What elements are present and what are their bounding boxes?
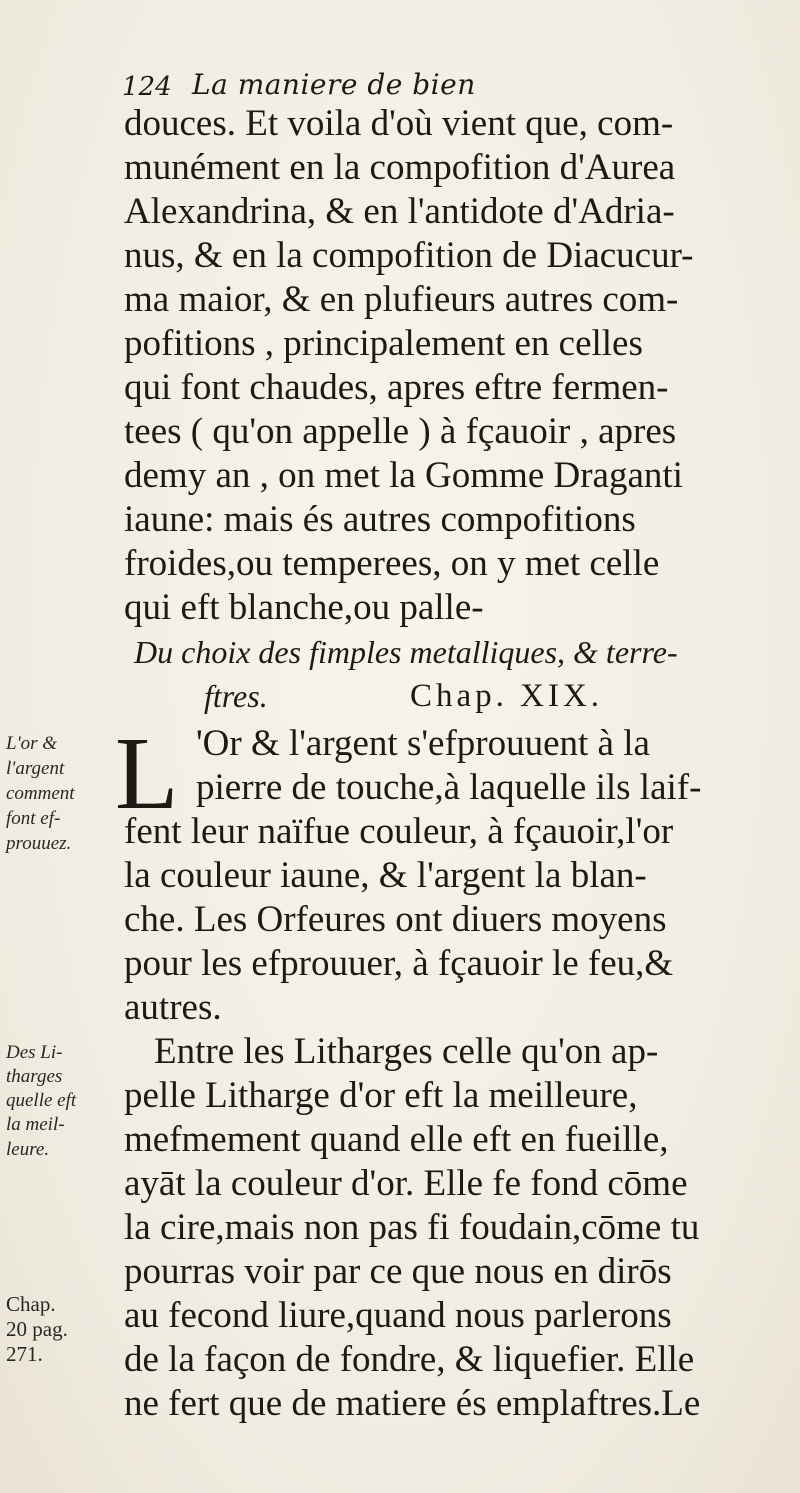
body-line: de la façon de fondre, & liquefier. Elle [124, 1339, 695, 1380]
body-line: iaune: mais és autres compofitions [124, 499, 636, 540]
body-line: pierre de touche,à laquelle ils laif- [196, 767, 702, 808]
body-line: la couleur iaune, & l'argent la blan- [124, 855, 647, 896]
body-line: pelle Litharge d'or eft la meilleure, [124, 1075, 638, 1116]
body-line: ne fert que de matiere és emplaftres.Le [124, 1383, 701, 1424]
body-line: qui font chaudes, apres eftre fermen- [124, 367, 669, 408]
running-title: La maniere de bien [192, 68, 476, 101]
margin-note-line: comment [6, 783, 75, 804]
margin-note-line: font ef- [6, 808, 61, 829]
margin-note-line: prouuez. [6, 833, 72, 854]
body-line: ma maior, & en plufieurs autres com- [124, 279, 679, 320]
section-heading-line-1: Du choix des fimples metalliques, & terre- [134, 634, 678, 670]
chapter-heading: Chap. XIX. [410, 678, 604, 714]
page-number: 124 [122, 72, 172, 102]
body-line: che. Les Orfeures ont diuers moyens [124, 899, 667, 940]
body-line: fent leur naïfue couleur, à fçauoir,l'or [124, 811, 674, 852]
body-line: froides,ou temperees, on y met celle [124, 543, 660, 584]
body-line: pourras voir par ce que nous en dirōs [124, 1251, 672, 1292]
margin-note-line: Chap. [6, 1292, 56, 1316]
body-line: au fecond liure,quand nous parlerons [124, 1295, 672, 1336]
margin-note-line: 271. [6, 1342, 43, 1366]
body-line: pofitions , principalement en celles [124, 323, 643, 364]
margin-note-line: Des Li- [6, 1042, 63, 1063]
body-line: ayāt la couleur d'or. Elle fe fond cōme [124, 1163, 688, 1204]
body-line: demy an , on met la Gomme Draganti [124, 455, 683, 496]
body-line: nus, & en la compofition de Diacucur- [124, 235, 694, 276]
body-line: qui eft blanche,ou palle- [124, 587, 484, 628]
body-line: munément en la compofition d'Aurea [124, 147, 676, 188]
body-line: 'Or & l'argent s'efprouuent à la [196, 723, 650, 764]
body-line: tees ( qu'on appelle ) à fçauoir , apres [124, 411, 677, 452]
margin-note-line: 20 pag. [6, 1317, 68, 1341]
body-line: pour les efprouuer, à fçauoir le feu,& [124, 943, 674, 984]
body-line: mefmement quand elle eft en fueille, [124, 1119, 669, 1160]
section-heading-line-2: ftres. [204, 678, 268, 714]
body-line: la cire,mais non pas fi foudain,cōme tu [124, 1207, 700, 1248]
body-line: douces. Et voila d'où vient que, com- [124, 103, 674, 144]
margin-note-line: leure. [6, 1139, 50, 1160]
body-line: autres. [124, 987, 222, 1028]
margin-note-line: la meil- [6, 1114, 65, 1135]
margin-note-line: l'argent [6, 758, 65, 779]
body-line: Entre les Litharges celle qu'on ap- [154, 1031, 659, 1072]
margin-note-line: quelle eft [6, 1090, 77, 1111]
margin-note-line: L'or & [6, 733, 58, 754]
margin-note-line: tharges [6, 1066, 63, 1087]
drop-cap: L [115, 716, 179, 831]
body-line: Alexandrina, & en l'antidote d'Adria- [124, 191, 675, 232]
